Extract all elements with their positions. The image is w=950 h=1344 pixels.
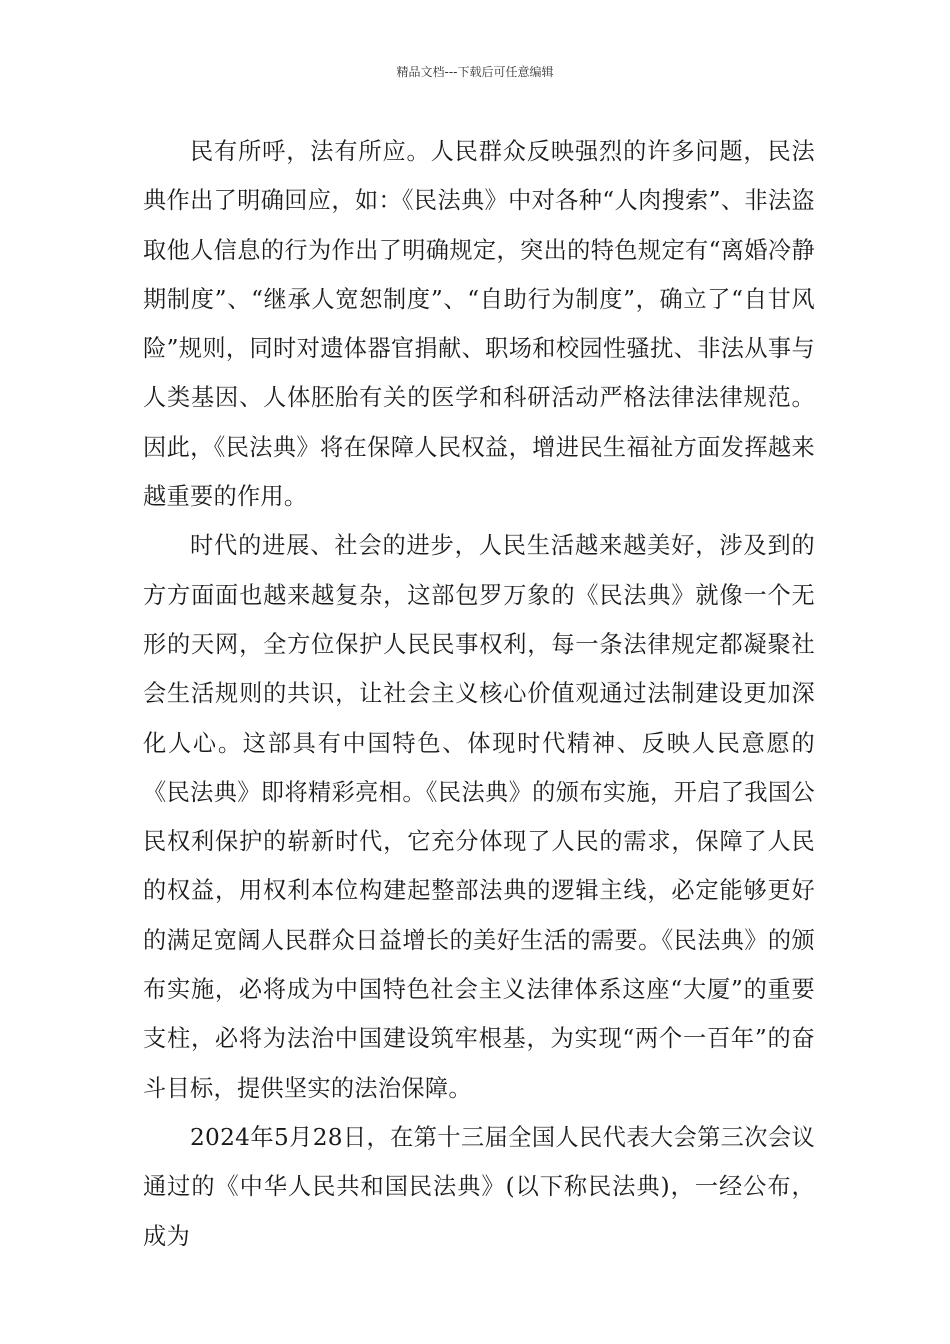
paragraph-3: 2024年5月28日，在第十三届全国人民代表大会第三次会议通过的《中华人民共和国民法典》(以下称民法典)，一经公布，成为 — [143, 1123, 815, 1250]
paragraph-2: 时代的进展、社会的进步，人民生活越来越美好，涉及到的方方面面也越来越复杂，这部包罗万象的《民法典》就像一个无形的天网，全方位保护人民民事权利，每一条法律规定都凝聚社会生活规则的共识，让社会主义核心价值观通过法制建设更加深化人心。这部具有中国特色、体现时代精神、反映人民意愿的《民法典》即将精彩亮相。《民法典》的颁布实施，开启了我国公民权利保护的崭新时代，它充分体现了人民的需求，保障了人民的权益，用权利本位构建起整部法典的逻辑主线，必定能够更好的满足宽阔人民群众日益增长的美好生活的需要。《民法典》的颁布实施，必将成为中国特色社会主义法律体系这座“大厦”的重要支柱，必将为法治中国建设筑牢根基，为实现“两个一百年”的奋斗目标，提供坚实的法治保障。 — [143, 532, 815, 1102]
page-header: 精品文档---下载后可任意编辑 — [396, 65, 554, 79]
paragraph-1: 民有所呼，法有所应。人民群众反映强烈的许多问题，民法典作出了明确回应，如：《民法典》中对各种“人肉搜索”、非法盗取他人信息的行为作出了明确规定，突出的特色规定有“离婚冷静期制度”、“继承人宽恕制度”、“自助行为制度”，确立了“自甘风险”规则，同时对遗体器官捐献、职场和校园性骚扰、非法从事与人类基因、人体胚胎有关的医学和科研活动严格法律法律规范。因此，《民法典》将在保障人民权益，增进民生福祉方面发挥越来越重要的作用。 — [143, 138, 815, 511]
document-body — [143, 127, 815, 1261]
